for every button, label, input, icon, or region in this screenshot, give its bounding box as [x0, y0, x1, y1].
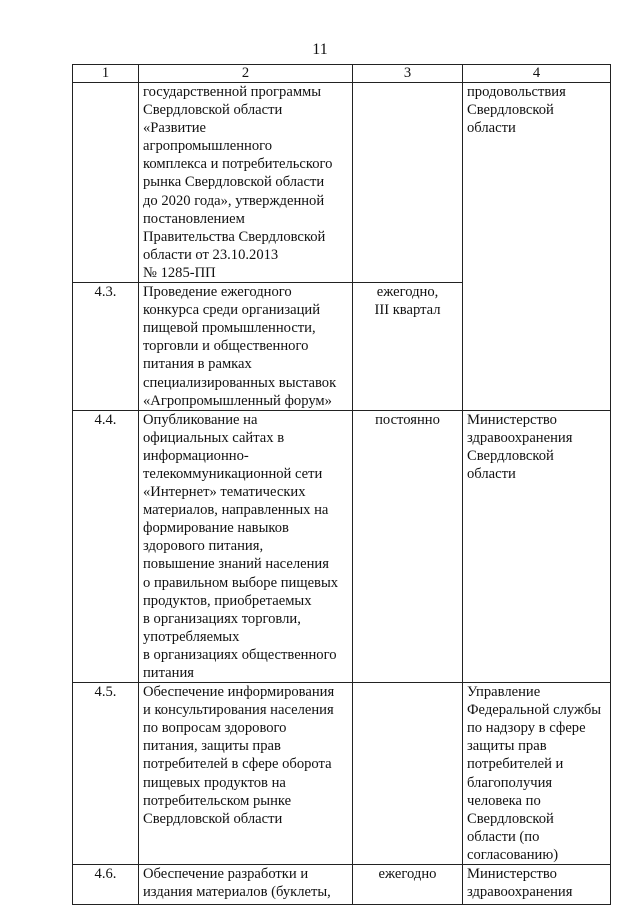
table-row — [73, 410, 611, 682]
cell-text-line: Федеральной службы — [467, 702, 602, 719]
cell-text-line: «Интернет» тематических — [143, 484, 306, 501]
cell-text-line: Свердловской области — [143, 102, 283, 119]
cell-text-line: области — [467, 465, 516, 482]
cell-text-line: постоянно — [375, 411, 440, 428]
cell-text-line: «Агропромышленный форум» — [143, 392, 332, 409]
cell-text-line: Обеспечение разработки и — [143, 866, 309, 883]
cell-text-line: формирование навыков — [143, 520, 289, 537]
term-cell — [353, 283, 463, 411]
cell-text-line: Управление — [467, 684, 541, 701]
cell-text-line: человека по — [467, 792, 541, 809]
table-header-row — [73, 65, 611, 83]
cell-text-line: продовольствия — [467, 84, 566, 100]
cell-text-line: и консультирования населения — [143, 702, 334, 719]
cell-text-line: в организациях общественного — [143, 646, 337, 663]
cell-text-line: Свердловской — [467, 102, 554, 119]
cell-text-line: Министерство — [467, 411, 557, 428]
cell-text-line: специализированных выставок — [143, 374, 337, 391]
responsible-cell — [463, 683, 611, 865]
column-header-event: 2 — [139, 65, 353, 83]
cell-text-line: ежегодно — [378, 866, 437, 883]
event-cell — [139, 410, 353, 682]
responsible-cell — [463, 410, 611, 682]
cell-text-line: области (по — [467, 828, 540, 845]
cell-text-line: конкурса среди организаций — [143, 302, 321, 319]
table-row — [73, 83, 611, 283]
cell-text-line: ежегодно, — [376, 284, 439, 301]
cell-text-line: питания, защиты прав — [143, 738, 281, 755]
cell-text-line: питания — [143, 665, 194, 681]
cell-text-line: потребителей в сфере оборота — [143, 756, 332, 773]
cell-text-line: торговли и общественного — [143, 338, 309, 355]
cell-text-line: здравоохранения — [467, 429, 573, 446]
term-cell — [353, 410, 463, 682]
row-number: 4.6. — [73, 865, 139, 905]
cell-text-line: потребительском рынке — [143, 792, 292, 809]
term-cell — [353, 683, 463, 865]
cell-text-line: по вопросам здорового — [143, 720, 287, 737]
responsible-cell — [463, 83, 611, 411]
cell-text-line: телекоммуникационной сети — [143, 465, 323, 482]
cell-text-line: Проведение ежегодного — [143, 284, 292, 301]
cell-text-line: потребителей и — [467, 756, 564, 773]
cell-text-line: комплекса и потребительского — [143, 156, 333, 173]
cell-text-line: в организациях торговли, — [143, 610, 301, 627]
cell-text-line: области — [467, 120, 516, 137]
table-row — [73, 683, 611, 865]
cell-text-line: по надзору в сфере — [467, 720, 586, 737]
cell-text-line: питания в рамках — [143, 356, 252, 373]
cell-text-line: издания материалов (буклеты, — [143, 884, 331, 901]
cell-text-line: информационно- — [143, 447, 249, 464]
event-cell — [139, 683, 353, 865]
cell-text-line: материалов, направленных на — [143, 502, 329, 519]
cell-text-line: здравоохранения — [467, 884, 573, 901]
event-cell — [139, 865, 353, 905]
responsible-cell — [463, 865, 611, 905]
cell-text-line: Обеспечение информирования — [143, 684, 335, 701]
cell-text-line: Свердловской области — [143, 810, 283, 827]
event-cell — [139, 83, 353, 283]
cell-text-line: согласованию) — [467, 846, 559, 863]
term-cell — [353, 83, 463, 283]
cell-text-line: употребляемых — [143, 628, 240, 645]
cell-text-line: рынка Свердловской области — [143, 174, 325, 191]
cell-text-line: области от 23.10.2013 — [143, 246, 279, 263]
cell-text-line: Министерство — [467, 866, 557, 883]
cell-text-line: повышение знаний населения — [143, 556, 329, 573]
cell-text-line: до 2020 года», утвержденной — [143, 192, 325, 209]
cell-text-line: № 1285-ПП — [143, 264, 216, 281]
cell-text-line: Правительства Свердловской — [143, 228, 326, 245]
measures-table — [72, 64, 611, 905]
cell-text-line: Свердловской — [467, 447, 554, 464]
row-number: 4.4. — [73, 410, 139, 682]
row-number: 4.3. — [73, 283, 139, 411]
cell-text-line: государственной программы — [143, 84, 322, 100]
row-number: 4.5. — [73, 683, 139, 865]
cell-text-line: Опубликование на — [143, 411, 258, 428]
cell-text-line: III квартал — [374, 302, 441, 319]
cell-text-line: пищевых продуктов на — [143, 774, 286, 791]
cell-text-line: защиты прав — [467, 738, 547, 755]
cell-text-line: официальных сайтах в — [143, 429, 285, 446]
column-header-number: 1 — [73, 65, 139, 83]
row-number — [73, 83, 139, 283]
term-cell — [353, 865, 463, 905]
cell-text-line: «Развитие — [143, 120, 207, 137]
page-number: 11 — [312, 41, 328, 58]
cell-text-line: здорового питания, — [143, 538, 264, 555]
cell-text-line: благополучия — [467, 774, 553, 791]
column-header-term: 3 — [353, 65, 463, 83]
cell-text-line: продуктов, приобретаемых — [143, 592, 312, 609]
cell-text-line: пищевой промышленности, — [143, 320, 316, 337]
table-row — [73, 865, 611, 905]
event-cell — [139, 283, 353, 411]
cell-text-line: о правильном выборе пищевых — [143, 574, 339, 591]
column-header-responsible: 4 — [463, 65, 611, 83]
cell-text-line: Свердловской — [467, 810, 554, 827]
cell-text-line: агропромышленного — [143, 138, 273, 155]
cell-text-line: постановлением — [143, 210, 245, 227]
